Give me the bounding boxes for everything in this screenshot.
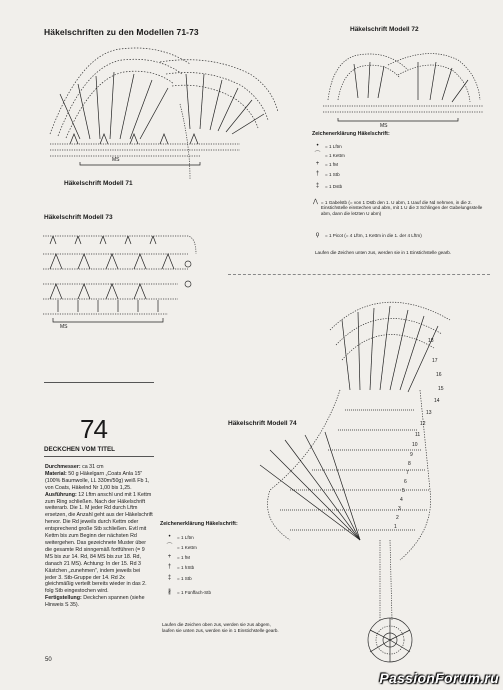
row-number: 17 (432, 358, 438, 364)
page-number: 50 (45, 657, 52, 663)
crochet-chart-model-74 (250, 290, 490, 670)
article-body (45, 464, 153, 609)
row-number: 5 (402, 488, 405, 494)
row-number: 15 (438, 386, 444, 392)
article-para: Ausführung: 12 Lftm anschl und mit 1 Kettm zum Ring schließen. Nach der Häkelschrift weiterarb. Die 1. M jeder Rd durch Lftm ersetzen, die Anzahl geht aus der Häkelschrift hervor. Die Rd jeweils durch Kettm oder entsprechend große Stb schließen. Evtl mit Kettm bis zum Beginn der nächsten Rd weitergehen. Das gezeichnete Muster über die gesamte Rd sinngemäß fortführen (= 9 MS bis zur 14. Rd, 84 MS bis zur 18. Rd, danach 21 MS). Achtung: In der 15. Rd 3 Kästchen „zunehmen", indem jeweils bei jeder 3. Stb-Gruppe der 14. Rd 2x gleichmäßig verteilt bereits wieder in das 2. folg Stb eingestochen wird. (45, 491, 153, 595)
row-number: 18 (428, 338, 434, 344)
site-watermark: PassionForum.ru (379, 670, 499, 686)
legend-bottom-row: ⌒ = 1 Kettm (166, 544, 197, 550)
article-heading: DECKCHEN VOM TITEL (44, 446, 116, 453)
row-number: 10 (412, 442, 418, 448)
charts-title: Häkelschriften zu den Modellen 71-73 (44, 27, 199, 37)
legend-bottom-row: • = 1 Lftm (168, 534, 194, 540)
row-number: 3 (398, 506, 401, 512)
article-heading-rule (44, 456, 154, 457)
legend-bottom-title: Zeichenerklärung Häkelschrift: (160, 521, 238, 527)
legend-top-row: ‡ = 1 Dstb (315, 183, 343, 189)
article-para: Durchmesser: ca 31 cm (45, 464, 104, 470)
article-para: Fertigstellung: Deckchen spannen (siehe Hinweis S 35). (45, 595, 145, 609)
legend-top-row: ϙ = 1 Picot (= 4 Lftm, 1 Kettm in die 1. der 4 Lftm) (315, 232, 422, 238)
legend-top-title: Zeichenerklärung Häkelschrift: (312, 131, 390, 137)
crochet-chart-model-72 (318, 40, 493, 130)
crochet-chart-model-71 (40, 44, 290, 184)
legend-bottom-note: Laufen die Zeichen oben zus, werden sie zus abgem, laufen sie unten zus, werden sie in 1 Einstichstelle gearb. (162, 622, 279, 633)
legend-top-row: † = 1 Stb (315, 171, 340, 177)
legend-bottom-row: + = 1 fM (167, 554, 190, 560)
legend-top-note: Laufen die Zeichen unten zus, werden sie in 1 Einstichstelle gearb. (315, 250, 452, 255)
article-para: Material: 50 g Häkelgarn „Coats Anla 15" (100% Baumwolle, LL 330m/50g) weiß Fb 1, von Coats, Häkelnd Nr 1,00 bis 1,25. (45, 470, 150, 491)
article-number: 74 (80, 414, 107, 444)
legend-top-row: + = 1 fM (315, 161, 338, 167)
legend-bottom-row: ∦ = 1 Fünffach-Stb (168, 589, 212, 595)
row-number: 13 (426, 410, 432, 416)
row-number: 11 (415, 432, 421, 438)
caption-model-74: Häkelschrift Modell 74 (228, 420, 297, 427)
row-number: 9 (410, 452, 413, 458)
row-number: 4 (400, 497, 403, 503)
ms-label-71: MS (112, 157, 120, 163)
caption-model-73: Häkelschrift Modell 73 (44, 214, 113, 221)
ms-label-72: MS (380, 123, 388, 129)
row-number: 1 (394, 524, 397, 530)
row-number: 6 (404, 479, 407, 485)
row-number: 2 (396, 515, 399, 521)
row-number: 8 (408, 461, 411, 467)
legend-bottom-row: † = 1 hStb (167, 564, 195, 570)
article-top-rule (44, 382, 154, 383)
legend-bottom-row: ‡ = 1 Stb (167, 575, 192, 581)
caption-model-72: Häkelschrift Modell 72 (350, 26, 419, 33)
row-number: 14 (434, 398, 440, 404)
legend-top-row: • = 1 Lftm (316, 143, 342, 149)
row-number: 7 (406, 470, 409, 476)
ms-label-73: MS (60, 324, 68, 330)
row-number: 12 (420, 421, 426, 427)
legend-top-row: ⋀ = 1 Gabelstb (= von 1 Dstb den 1. U abm, 1 Uauf die Nd nehmen, in die 2. Einstichstelle einstechen und abm, mit 1 U die 3 Schlingen der Gabelungsstelle abm, dann die letzten U abm) (313, 199, 483, 216)
caption-model-71: Häkelschrift Modell 71 (64, 180, 133, 187)
section-divider (228, 274, 490, 275)
legend-top-row: ⌒ = 1 Kettm (314, 152, 345, 158)
row-number: 16 (436, 372, 442, 378)
